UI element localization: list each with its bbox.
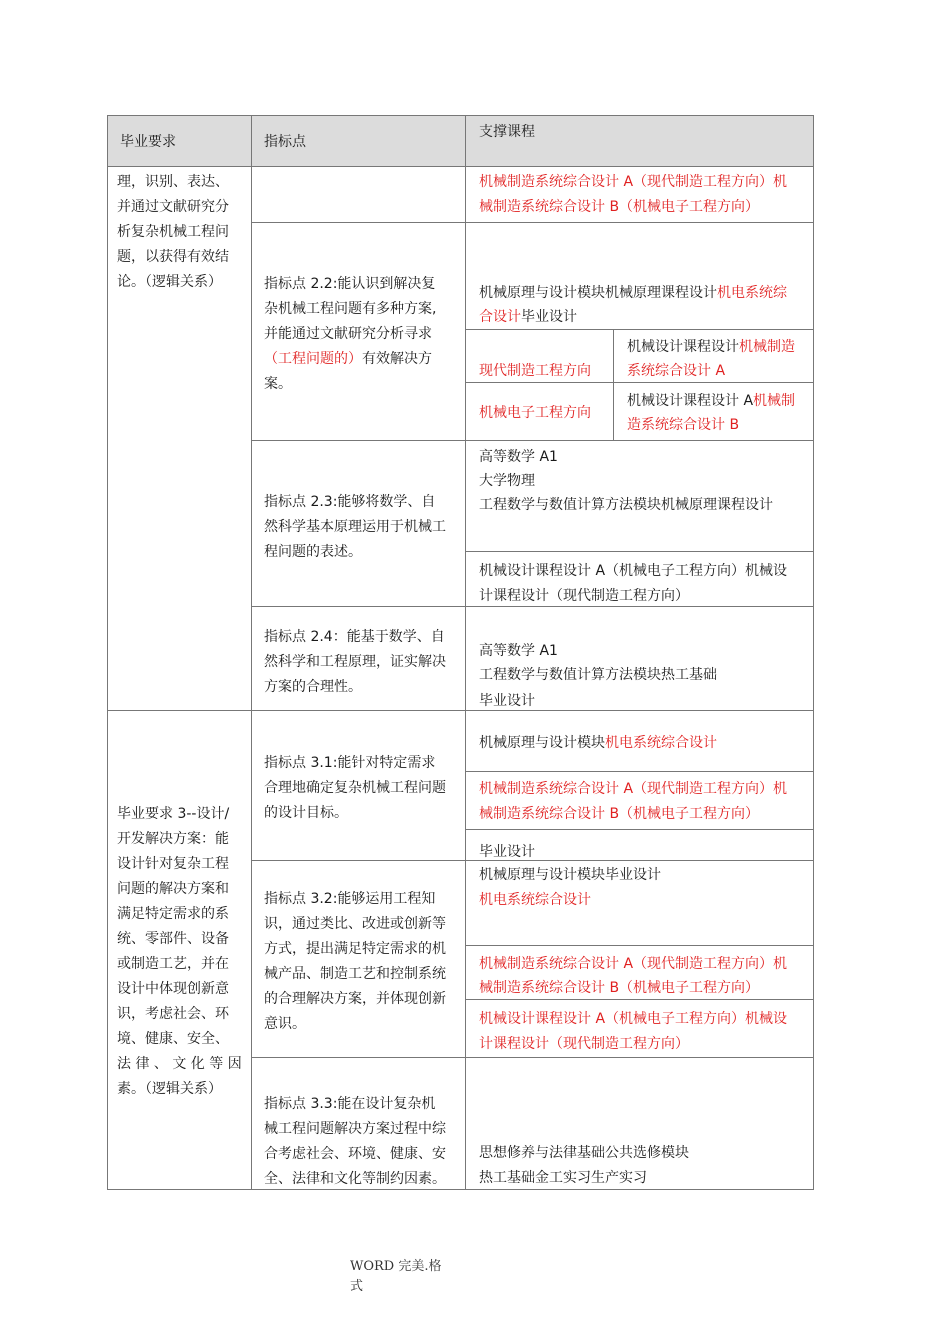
table-border-top [107,115,814,116]
row-divider-major [107,710,814,711]
row-divider [251,222,814,223]
header-graduation-requirement: 毕业要求 [120,134,176,150]
column-divider-1 [251,115,252,1190]
row-divider [251,440,814,441]
table-header-background [107,115,814,167]
table-border-bottom [107,1189,814,1190]
course-subdivider [465,829,814,830]
table-border-right [813,115,814,1190]
course-subdivider [465,945,814,946]
course-subdivider [465,771,814,772]
direction-divider [613,329,614,441]
page-footer: WORD 完美.格 式 [350,1259,442,1294]
direction-mechatronics-label: 机械电子工程方向 [479,405,591,421]
course-subdivider [465,551,814,552]
column-divider-2 [465,115,466,1190]
row-divider [251,1057,814,1058]
table-border-left [107,115,108,1190]
direction-manufacturing-label: 现代制造工程方向 [479,363,591,379]
header-indicator: 指标点 [264,134,306,150]
header-supporting-courses: 支撑课程 [479,124,535,140]
header-divider [107,166,814,167]
document-page: 毕业要求 指标点 支撑课程 理，识别、表达、 并通过文献研究分 析复杂机械工程问 题，以获得有效结 论。（逻辑关系） 机械制造系统综合设计 A（现代制造工程方向）机 械制造系统综合设计 B（机械电子工程方向） 指标点 2.2:能认识到解决复 杂机械工程问题有多种方案, 并能通过文献研究分析寻求 （工程问题的）有效解决方 案。 机械原理与设计模块机械原理课程设计机电系统综 合设计毕业设计 现代制造工程方向 机械设计课程设计机械制造 系统综合设计 A 机械电子工程方向 机械设计课程设计 A机械制 造系统综合设计 B 指标点 2.3:能够将数学、自 然科学基本原理运用于机械工 程问题的表述。 高等数学 A1 大学物理 工程数学与数值计算方法模块机械原理课程设计 机械设计课程设计 A（机械电子工程方向）机械设 计课程设计（现代制造工程方向） 指标点 2.4：能基于数学、自 然科学和工程原理，证实解决 方案的合理性。 高等数学 A1 工程数学与数值计算方法模块热工基础 毕业设计 毕业要求 3--设计/ 开发解决方案：能 设计针对复杂工程 问题的解决方案和 满足特定需求的系 统、零部件、设备 或制造工艺，并在 设计中体现创新意 识，考虑社会、环 境、健康、安全、 法 律 、 文 化 等 因 素。（逻辑关系） 指标点 3.1:能针对特定需求 合理地确定复杂机械工程问题 的设计目标。 机械原理与设计模块机电系统综合设计 机械制造系统综合设计 A（现代制造工程方向）机 械制造系统综合设计 B（机械电子工程方向） 毕业设计 指标点 3.2:能够运用工程知 识，通过类比、改进或创新等 方式，提出满足特定需求的机 械产品、制造工艺和控制系统 的合理解决方案，并体现创新 意识。 机械原理与设计模块毕业设计 机电系统综合设计 机械制造系统综合设计 A（现代制造工程方向）机 械制造系统综合设计 B（机械电子工程方向） 机械设计课程设计 A（机械电子工程方向）机械设 计课程设计（现代制造工程方向） 指标点 3.3:能在设计复杂机 械工程问题解决方案过程中综 合考虑社会、环境、健康、安 全、法律和文化等制约因素。 思想修养与法律基础公共选修模块 热工基础金工实习生产实习 WORD 完美.格 式 [0,0,950,1344]
